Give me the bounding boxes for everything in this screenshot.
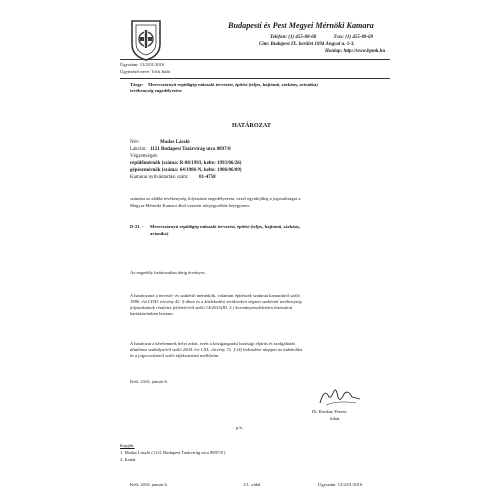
legal-2-line-2: általános szabályairól szóló 2004. évi CXL. törvény 72. § (4) bekezdése alapján az indokolást xyxy=(130,347,303,352)
decision-line-2: Magyar Mérnöki Kamara által vezetett névjegyzékbe bejegyzem: xyxy=(130,203,251,208)
fax: Fax: (1) 455-88-69 xyxy=(334,35,374,40)
address: Cím: Budapest IX. kerület 1094 Angyal u. 1-3. xyxy=(259,42,355,47)
activity-code: D-21. - xyxy=(130,224,144,229)
handwritten-signature xyxy=(318,385,362,409)
homepage: Honlap: http://www.bpmk.hu xyxy=(325,49,386,54)
subject-line-1: Merevszárnyú repülőgép műszaki tervezési, építési (teljes, hajtómű, sárkány, avionika) xyxy=(148,82,318,87)
signer-name: Dr. Ronkay Ferenc xyxy=(312,409,347,414)
org-name: Budapesti és Pest Megyei Mérnöki Kamara xyxy=(228,21,374,30)
degree-2: gépészmérnök (száma: 64/1986-N, kelte: 1986/06/09) xyxy=(130,168,242,173)
issue-date: Kelt: 2316. január 6. xyxy=(130,379,168,384)
legal-1-line-2: 1996. évi LVIII. törvény 42. §-ában és a közlekedési területeken végzett szakértői tevékenység xyxy=(130,299,302,304)
activity-line-1: Merevszárnyú repülőgép műszaki tervezési, építési (teljes, hajtómű, sárkány, xyxy=(150,224,301,229)
name-label: Név: xyxy=(130,140,140,145)
chamber-number-value: 01-4758 xyxy=(199,175,216,180)
validity: Az engedély határozatlan ideig érvényes. xyxy=(130,270,206,275)
chamber-logo xyxy=(129,18,163,62)
phone: Telefon: (1) 455-88-60 xyxy=(270,35,317,40)
name-value: Madas László xyxy=(160,140,190,145)
legal-1-line-3: folytatásának részletes feltételeiről szóló 14/2010(III. 5.) kormányrendeletben biztosított xyxy=(130,305,293,310)
activity-line-2: avionika) xyxy=(150,231,169,236)
degrees-label: Végzettségek: xyxy=(130,154,159,159)
legal-1-line-4: hatáskörömben hoztam. xyxy=(130,311,174,316)
subject-line-2: tevékenység engedélyezése xyxy=(130,88,182,93)
recipient-1: 1. Madas László (1121 Budapest Tatárvirág utca 8897/8 ) xyxy=(120,450,226,455)
legal-2-line-1: A határozat a kérelemnek helyt adott, ezért a közigazgatási hatósági eljárás és szolgáltatás xyxy=(130,341,296,346)
meta-divider xyxy=(120,78,390,79)
recipients-label: Kapják: xyxy=(120,443,135,448)
subject-label: Tárgy: xyxy=(130,82,144,87)
stamp-placeholder: p.h. xyxy=(236,425,243,430)
case-number: Ügyszám: 13/2/01/2016 xyxy=(120,62,165,67)
document-title: HATÁROZAT xyxy=(232,122,271,129)
footer-case-number: Ügyszám: 13/2/01/2016 xyxy=(318,482,363,487)
header-divider xyxy=(120,59,390,60)
degree-1: repülőmérnök (száma: R-88/1993, kelte: 1993/06/26) xyxy=(130,161,242,166)
decision-line-1: számára az alábbi tevékenység folytatását engedélyezem, ezzel egyidejűleg a jogosultságot a xyxy=(130,196,301,201)
legal-2-line-3: és a jogorvoslatról szóló tájékoztatást mellőzöm. xyxy=(130,353,220,358)
legal-1-line-1: A határozatot a tervező- és szakértő mérnökök, valamint építészek szakmai kamaráiról szóló xyxy=(130,293,300,298)
address-value: 1121 Budapest Tatárvirág utca 8897/8 xyxy=(150,147,231,152)
recipient-2: 2. Irattár xyxy=(120,457,136,462)
footer-page: 1/1. oldal xyxy=(243,482,261,487)
case-officer: Ügyintéző neve: Tóth Judit xyxy=(120,69,171,74)
address-label: Lakcím: xyxy=(130,147,147,152)
footer-date: Kelt: 2016. január 6. xyxy=(130,482,168,487)
chamber-number-label: Kamarai nyilvántartási szám: xyxy=(130,175,189,180)
signer-title: titkár xyxy=(330,416,340,421)
